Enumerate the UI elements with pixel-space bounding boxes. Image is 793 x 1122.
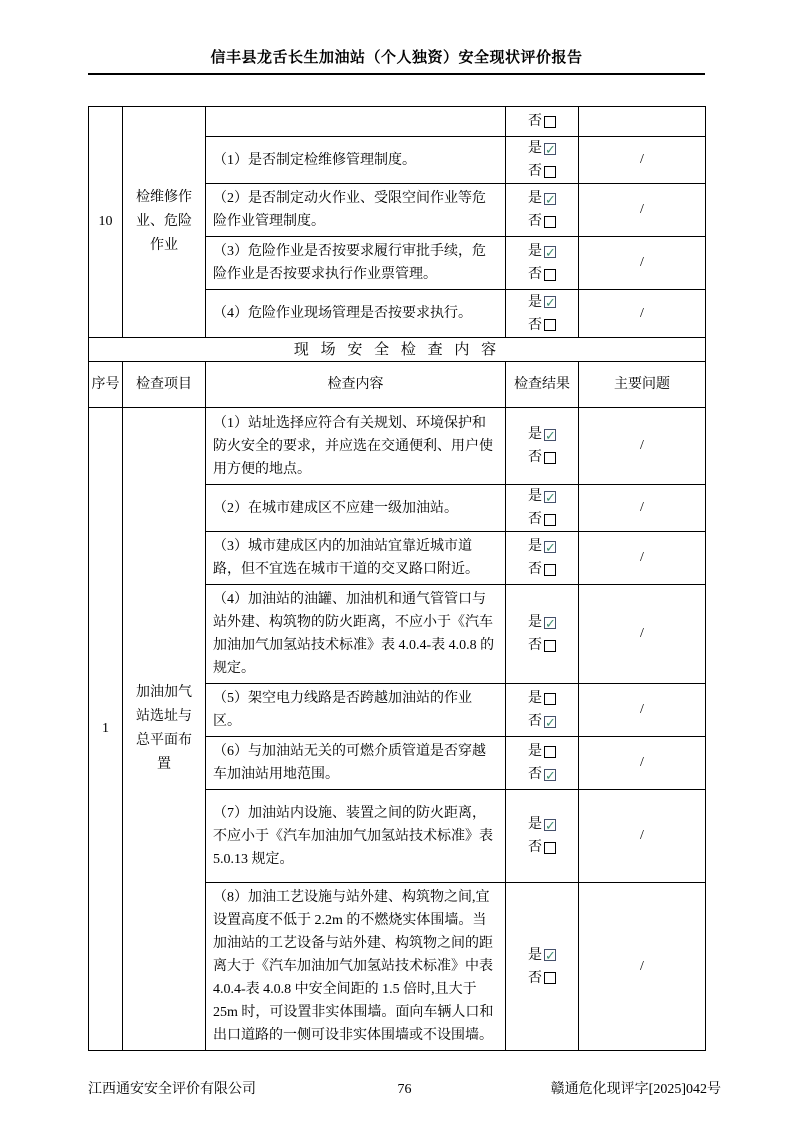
- yes-label: 是: [528, 539, 542, 554]
- check-result-cell: [506, 290, 579, 338]
- yes-label: 是: [528, 691, 542, 706]
- main-problem-cell: /: [579, 290, 706, 338]
- main-problem-cell: /: [579, 408, 706, 485]
- serial-number-cell: 10: [89, 107, 123, 338]
- main-problem-cell: /: [579, 237, 706, 290]
- check-result-cell: [506, 532, 579, 585]
- column-header-content: 检查内容: [206, 362, 506, 408]
- title-divider: [88, 73, 705, 75]
- table-row: [89, 408, 706, 485]
- yes-checkbox: [544, 617, 556, 629]
- check-result-cell: [506, 107, 579, 137]
- no-checkbox: [544, 166, 556, 178]
- check-content-cell: （7）加油站内设施、装置之间的防火距离，不应小于《汽车加油加气加氢站技术标准》表 5.0.13 规定。: [206, 790, 506, 883]
- footer-company: 江西通安安全评价有限公司: [88, 1082, 256, 1097]
- section-header-row: [89, 338, 706, 362]
- yes-label: 是: [528, 427, 542, 442]
- check-content-cell: （2）是否制定动火作业、受限空间作业等危险作业管理制度。: [206, 184, 506, 237]
- yes-checkbox: [544, 746, 556, 758]
- check-content-cell: （5）架空电力线路是否跨越加油站的作业区。: [206, 684, 506, 737]
- yes-label: 是: [528, 817, 542, 832]
- no-label: 否: [528, 114, 542, 129]
- yes-checkbox: [544, 491, 556, 503]
- check-result-cell: [506, 485, 579, 532]
- check-content-cell: （1）站址选择应符合有关规划、环境保护和防火安全的要求，并应选在交通便利、用户使用方便的地点。: [206, 408, 506, 485]
- no-checkbox: [544, 216, 556, 228]
- main-problem-cell: [579, 107, 706, 137]
- column-header-row: [89, 362, 706, 408]
- yes-checkbox: [544, 193, 556, 205]
- main-problem-cell: /: [579, 790, 706, 883]
- check-result-cell: [506, 184, 579, 237]
- check-result-cell: [506, 585, 579, 684]
- check-result-cell: [506, 883, 579, 1051]
- check-content-cell: （3）危险作业是否按要求履行审批手续，危险作业是否按要求执行作业票管理。: [206, 237, 506, 290]
- no-label: 否: [528, 970, 542, 986]
- main-problem-cell: /: [579, 184, 706, 237]
- yes-label: 是: [528, 489, 542, 504]
- yes-label: 是: [528, 744, 542, 759]
- yes-label: 是: [528, 947, 542, 963]
- section-title: 现 场 安 全 检 查 内 容: [89, 338, 706, 362]
- yes-label: 是: [528, 615, 542, 630]
- no-label: 否: [528, 638, 542, 653]
- check-result-cell: [506, 737, 579, 790]
- yes-checkbox: [544, 819, 556, 831]
- no-checkbox: [544, 564, 556, 576]
- yes-checkbox: [544, 296, 556, 308]
- check-item-cell: 加油加气站选址与总平面布置: [123, 408, 206, 1051]
- check-content-cell: （6）与加油站无关的可燃介质管道是否穿越车加油站用地范围。: [206, 737, 506, 790]
- check-content-cell: （1）是否制定检维修管理制度。: [206, 137, 506, 184]
- no-checkbox: [544, 116, 556, 128]
- yes-checkbox: [544, 429, 556, 441]
- column-header-result: 检查结果: [506, 362, 579, 408]
- column-header-item: 检查项目: [123, 362, 206, 408]
- check-content-cell: （3）城市建成区内的加油站宜靠近城市道路，但不宜选在城市干道的交叉路口附近。: [206, 532, 506, 585]
- no-label: 否: [528, 840, 542, 855]
- yes-checkbox: [544, 949, 556, 961]
- no-label: 否: [528, 714, 542, 729]
- inspection-table: [88, 106, 706, 1051]
- check-content-cell: [206, 107, 506, 137]
- yes-label: 是: [528, 244, 542, 259]
- no-checkbox: [544, 769, 556, 781]
- main-problem-cell: /: [579, 883, 706, 1051]
- check-result-cell: [506, 408, 579, 485]
- footer-doc-number: 赣通危化现评字[2025]042号: [550, 1082, 721, 1097]
- no-label: 否: [528, 317, 542, 333]
- check-result-cell: [506, 237, 579, 290]
- doc-title: 信丰县龙舌长生加油站（个人独资）安全现状评价报告: [210, 50, 583, 66]
- yes-label: 是: [528, 141, 542, 156]
- column-header-problem: 主要问题: [579, 362, 706, 408]
- yes-checkbox: [544, 693, 556, 705]
- no-label: 否: [528, 767, 542, 782]
- no-checkbox: [544, 972, 556, 984]
- yes-checkbox: [544, 246, 556, 258]
- check-result-cell: [506, 137, 579, 184]
- yes-label: 是: [528, 191, 542, 206]
- check-content-cell: （4）加油站的油罐、加油机和通气管管口与站外建、构筑物的防火距离，不应小于《汽车加油加气加氢站技术标准》表 4.0.4-表 4.0.8 的规定。: [206, 585, 506, 684]
- doc-footer: [88, 1080, 721, 1100]
- no-checkbox: [544, 716, 556, 728]
- main-problem-cell: /: [579, 737, 706, 790]
- check-result-cell: [506, 684, 579, 737]
- check-item-cell: 检维修作业、危险作业: [123, 107, 206, 338]
- footer-page-number: 76: [397, 1082, 412, 1097]
- no-checkbox: [544, 452, 556, 464]
- no-checkbox: [544, 842, 556, 854]
- check-content-cell: （8）加油工艺设施与站外建、构筑物之间,宜设置高度不低于 2.2m 的不燃烧实体围墙。当加油站的工艺设备与站外建、构筑物之间的距离大于《汽车加油加气加氢站技术标准》中表 4.0.4-表 4.0.8 中安全间距的 1.5 倍时,且大于 25m 时，可设置非实体围墙。面向车辆人口和出口道路的一侧可设非实体围墙或不设围墙。: [206, 883, 506, 1051]
- no-checkbox: [544, 319, 556, 331]
- main-problem-cell: /: [579, 684, 706, 737]
- main-problem-cell: /: [579, 585, 706, 684]
- yes-checkbox: [544, 541, 556, 553]
- no-label: 否: [528, 450, 542, 465]
- check-result-cell: [506, 790, 579, 883]
- yes-label: 是: [528, 294, 542, 310]
- no-checkbox: [544, 640, 556, 652]
- no-checkbox: [544, 269, 556, 281]
- no-label: 否: [528, 214, 542, 229]
- doc-header: [88, 0, 705, 75]
- no-checkbox: [544, 514, 556, 526]
- no-label: 否: [528, 267, 542, 282]
- main-problem-cell: /: [579, 485, 706, 532]
- no-label: 否: [528, 164, 542, 179]
- check-content-cell: （2）在城市建成区不应建一级加油站。: [206, 485, 506, 532]
- no-label: 否: [528, 512, 542, 527]
- no-label: 否: [528, 562, 542, 577]
- column-header-no: 序号: [89, 362, 123, 408]
- serial-number-cell: 1: [89, 408, 123, 1051]
- check-content-cell: （4）危险作业现场管理是否按要求执行。: [206, 290, 506, 338]
- main-problem-cell: /: [579, 137, 706, 184]
- table-row-carryover: [89, 107, 706, 137]
- main-problem-cell: /: [579, 532, 706, 585]
- yes-checkbox: [544, 143, 556, 155]
